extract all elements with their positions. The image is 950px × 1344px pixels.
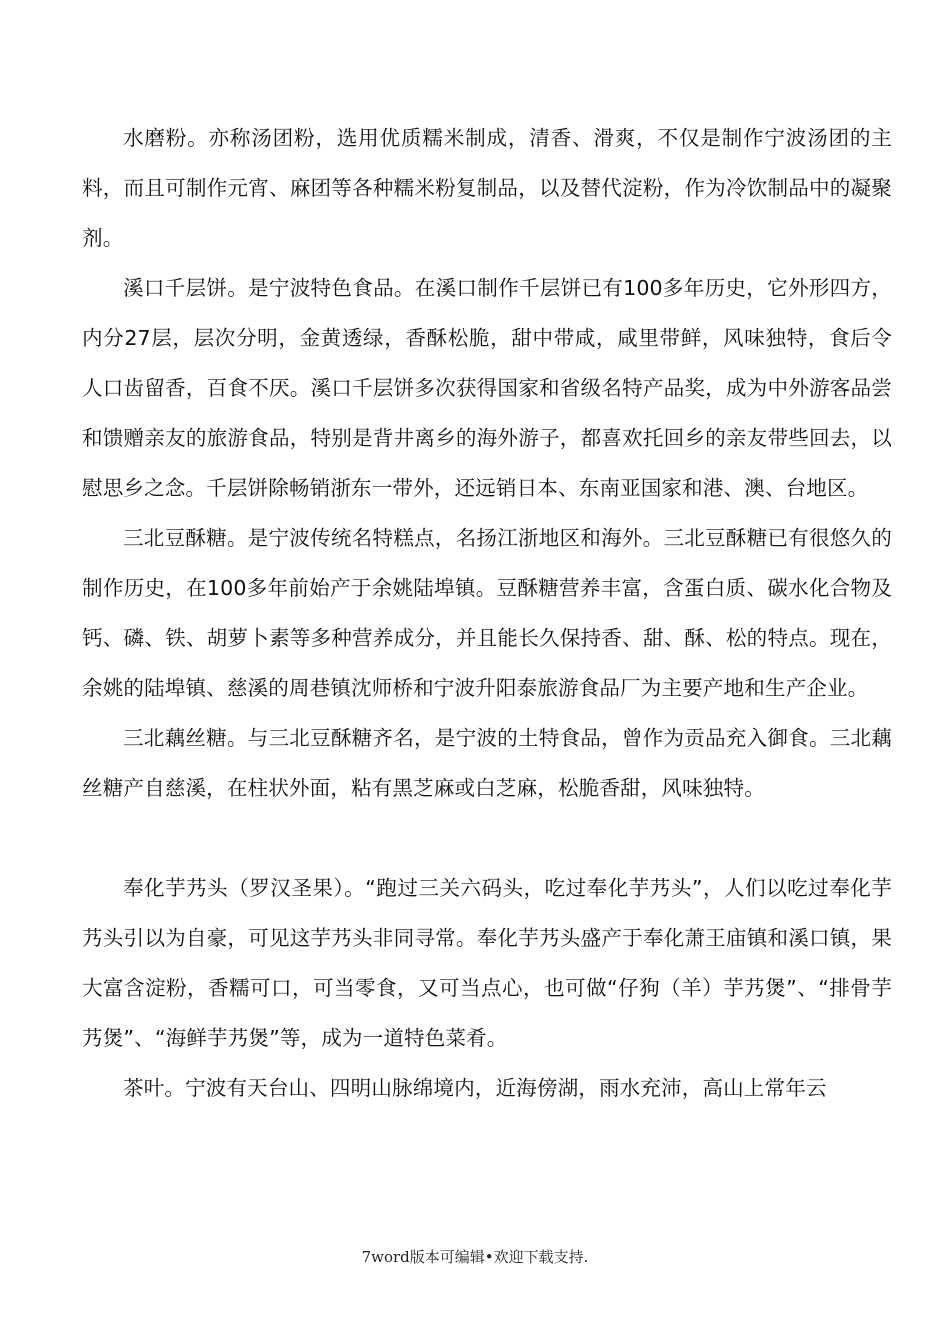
paragraph-xikou-qianceng-bing: 溪口千层饼。是宁波特色食品。在溪口制作千层饼已有100多年历史，它外形四方，内分27层，层次分明，金黄透绿，香酥松脆，甜中带咸，咸里带鲜，风味独特，食后令人口齿留香，百食不厌。溪口千层饼多次获得国家和省级名特产品奖，成为中外游客品尝和馈赠亲友的旅游食品，特别是背井离乡的海外游子，都喜欢托回乡的亲友带些回去，以慰思乡之念。千层饼除畅销浙东一带外，还远销日本、东南亚国家和港、澳、台地区。 <box>82 276 892 500</box>
paragraph-chaye: 茶叶。宁波有天台山、四明山脉绵境内，近海傍湖，雨水充沛，高山上常年云 <box>123 1076 827 1100</box>
paragraph-sanbei-dousu-tang: 三北豆酥糖。是宁波传统名特糕点，名扬江浙地区和海外。三北豆酥糖已有很悠久的制作历史，在100多年前始产于余姚陆埠镇。豆酥糖营养丰富，含蛋白质、碳水化合物及钙、磷、铁、胡萝卜素等多种营养成分，并且能长久保持香、甜、酥、松的特点。现在，余姚的陆埠镇、慈溪的周巷镇沈师桥和宁波升阳泰旅游食品厂为主要产地和生产企业。 <box>82 526 892 700</box>
paragraph-shuimofen: 水磨粉。亦称汤团粉，选用优质糯米制成，清香、滑爽，不仅是制作宁波汤团的主料，而且可制作元宵、麻团等各种糯米粉复制品，以及替代淀粉，作为冷饮制品中的凝聚剂。 <box>82 126 892 250</box>
paragraph-sanbei-ousi-tang: 三北藕丝糖。与三北豆酥糖齐名，是宁波的土特食品，曾作为贡品充入御食。三北藕丝糖产自慈溪，在柱状外面，粘有黑芝麻或白芝麻，松脆香甜，风味独特。 <box>82 726 892 800</box>
paragraph-fenghua-yunaitou: 奉化芋艿头（罗汉圣果）。“跑过三关六码头，吃过奉化芋艿头”，人们以吃过奉化芋艿头引以为自豪，可见这芋艿头非同寻常。奉化芋艿头盛产于奉化萧王庙镇和溪口镇，果大富含淀粉，香糯可口，可当零食，又可当点心，也可做“仔狗（羊）芋艿煲”、“排骨芋艿煲”、“海鲜芋艿煲”等，成为一道特色菜肴。 <box>82 876 892 1050</box>
page-footer: 7word版本可编辑•欢迎下载支持. <box>361 1248 589 1266</box>
document-body <box>82 113 892 1113</box>
